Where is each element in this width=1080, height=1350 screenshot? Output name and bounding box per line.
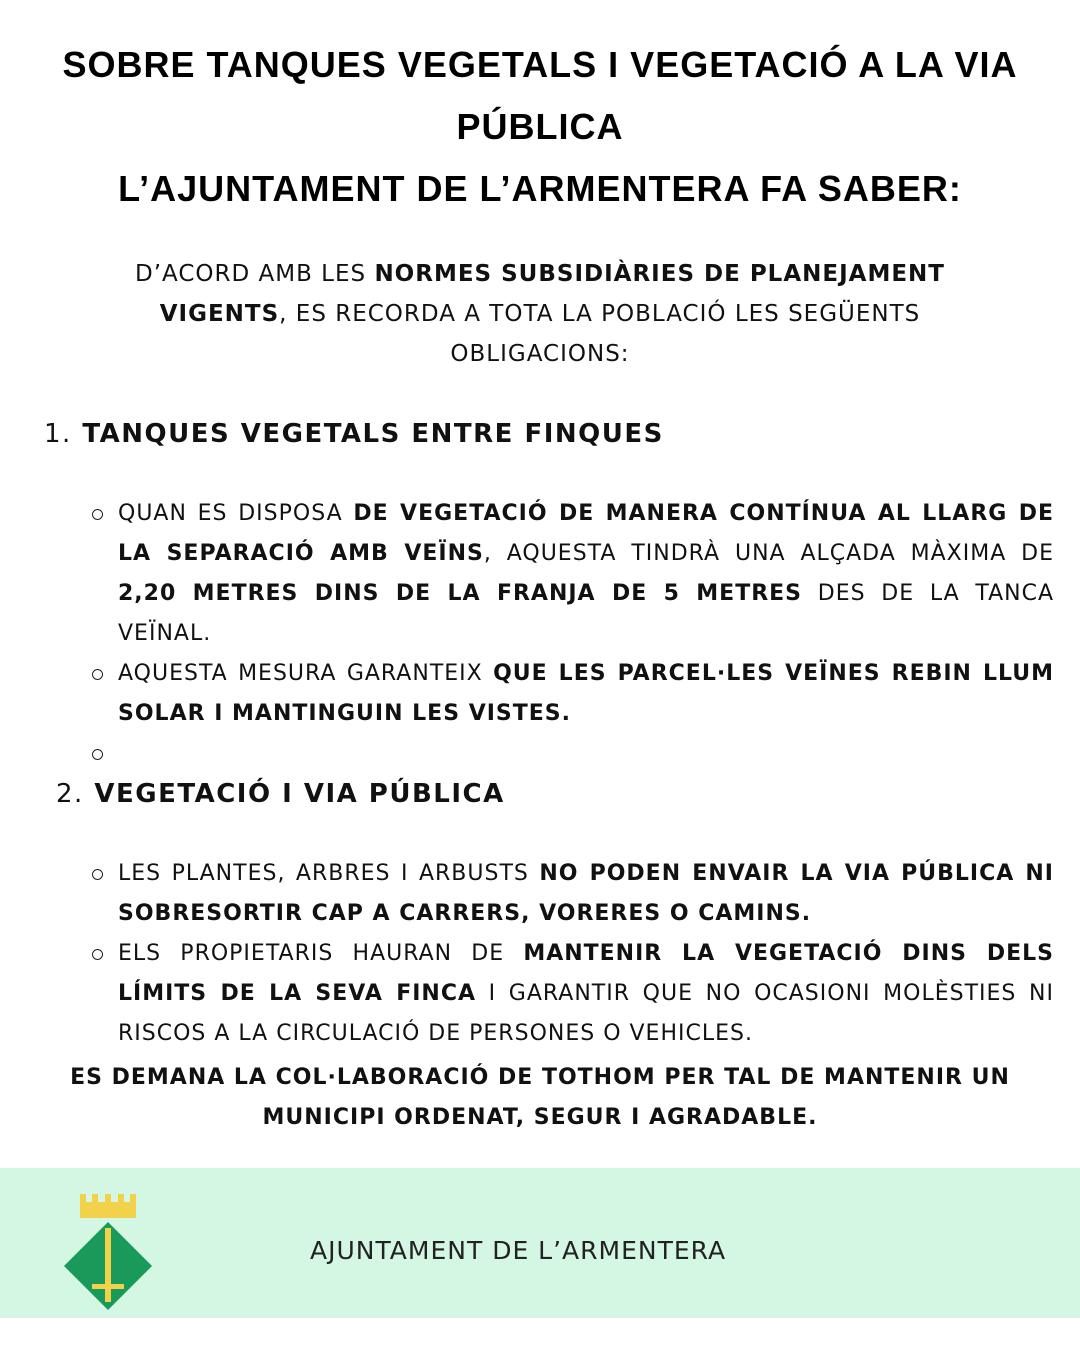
title-line-2: L’AJUNTAMENT DE L’ARMENTERA FA SABER: <box>118 168 962 209</box>
crown-icon <box>80 1194 136 1218</box>
intro-text-end: , ES RECORDA A TOTA LA POBLACIÓ LES SEGÜENTS OBLIGACIONS: <box>279 301 921 367</box>
bullet-text: QUAN ES DISPOSA <box>118 501 354 526</box>
bullet-text: ELS PROPIETARIS HAURAN DE <box>118 941 524 966</box>
list-item <box>88 854 1054 934</box>
section-1-bullets <box>88 494 1054 774</box>
section-2-bullets <box>88 854 1054 1054</box>
bullet-text: , AQUESTA TINDRÀ UNA ALÇADA MÀXIMA DE <box>483 541 1054 566</box>
bullet-bold: 2,20 METRES DINS DE LA FRANJA DE 5 METRES <box>118 581 803 606</box>
section-number: 2. <box>56 779 84 809</box>
list-item <box>88 934 1054 1054</box>
list-item <box>88 494 1054 654</box>
municipality-name: AJUNTAMENT DE L’ARMENTERA <box>310 1236 727 1265</box>
bullet-bold: MANTENIR LA VEGETACIÓ DINS DELS LÍMITS DE LA SEVA FINCA <box>118 941 1054 1006</box>
closing-statement: ES DEMANA LA COL·LABORACIÓ DE TOTHOM PER TAL DE MANTENIR UN MUNICIPI ORDENAT, SEGUR I AGRADABLE. <box>70 1065 1010 1130</box>
bullet-text: I GARANTIR QUE NO OCASIONI MOLÈSTIES NI RISCOS A LA CIRCULACIÓ DE PERSONES O VEHICLES. <box>118 981 1054 1046</box>
coat-of-arms-icon <box>62 1192 154 1312</box>
section-title: TANQUES VEGETALS ENTRE FINQUES <box>82 419 664 449</box>
list-item-empty <box>88 734 1054 774</box>
title-line-1: SOBRE TANQUES VEGETALS I VEGETACIÓ A LA VIA PÚBLICA <box>62 44 1018 147</box>
footer <box>0 1168 1080 1318</box>
section-2-heading <box>56 774 1080 814</box>
bullet-bold: NO PODEN ENVAIR LA VIA PÚBLICA NI SOBRESORTIR CAP A CARRERS, VORERES O CAMINS. <box>118 861 1054 926</box>
bullet-text: AQUESTA MESURA GARANTEIX <box>118 661 494 686</box>
bullet-text: LES PLANTES, ARBRES I ARBUSTS <box>118 861 540 886</box>
bullet-bold: DE VEGETACIÓ DE MANERA CONTÍNUA AL LLARG DE LA SEPARACIÓ AMB VEÏNS <box>118 501 1054 566</box>
section-title: VEGETACIÓ I VIA PÚBLICA <box>94 779 505 809</box>
intro-paragraph <box>80 254 1000 374</box>
list-item <box>88 654 1054 734</box>
bullet-bold: QUE LES PARCEL·LES VEÏNES REBIN LLUM SOLAR I MANTINGUIN LES VISTES. <box>118 661 1054 726</box>
bullet-text: DES DE LA TANCA VEÏNAL. <box>118 581 1054 646</box>
intro-bold: NORMES SUBSIDIÀRIES DE PLANEJAMENT VIGENTS <box>159 261 945 327</box>
section-number: 1. <box>44 419 72 449</box>
intro-text: D’ACORD AMB LES <box>134 261 375 287</box>
section-1-heading <box>44 414 1080 454</box>
